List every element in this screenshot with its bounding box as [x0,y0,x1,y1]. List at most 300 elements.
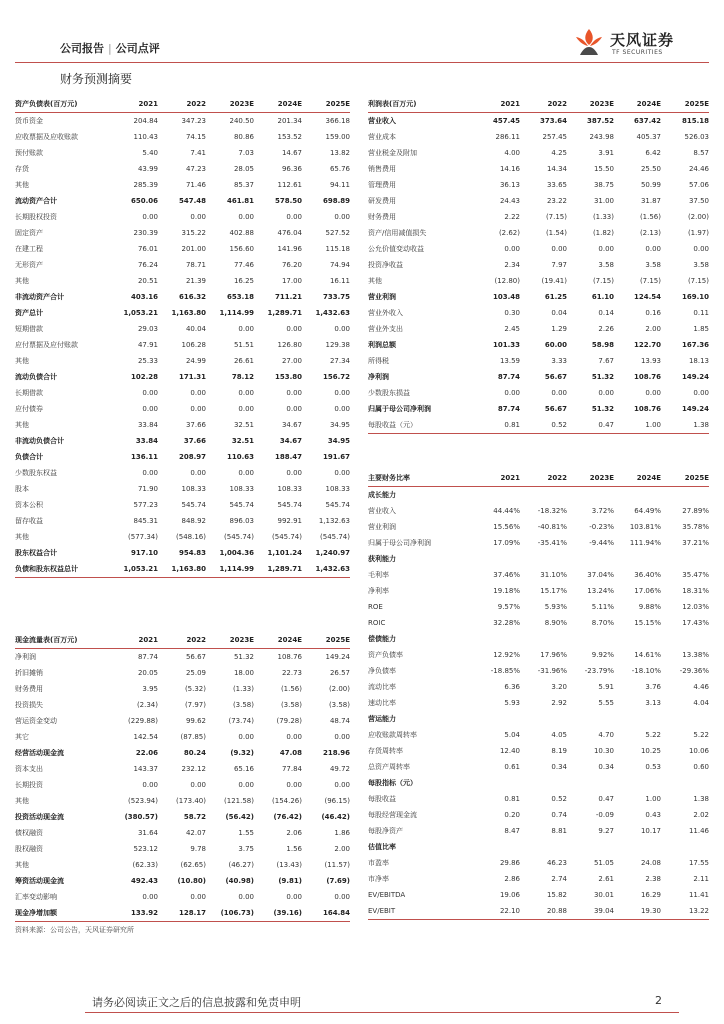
row-value [661,775,709,791]
year-header: 2023E [567,470,614,487]
row-value: 56.67 [544,373,567,381]
row-value: 2.00 [334,845,350,853]
row-value: -23.79% [584,667,614,675]
table-row [15,241,350,257]
row-value: 17.00 [281,277,302,285]
row-value [567,631,614,647]
year-header: 2024E [254,632,302,649]
row-label: 筹资活动现金流 [15,877,64,885]
row-value: 129.38 [325,341,350,349]
table-row [15,449,350,465]
table-row [15,113,350,130]
row-value: 2.92 [551,699,567,707]
row-value: 76.24 [137,261,158,269]
row-value: 112.61 [277,181,302,189]
financial-ratios-table [368,470,709,920]
row-value: 78.71 [185,261,206,269]
row-value: 815.18 [681,117,709,125]
row-value [567,839,614,855]
row-value: 24.43 [499,197,520,205]
row-value: 1.00 [614,417,661,434]
table-row [368,647,709,663]
table-row [368,401,709,417]
row-label: 负债和股东权益总计 [15,561,110,578]
row-value: 15.50 [593,165,614,173]
row-value: 96.36 [281,165,302,173]
row-label: 应付债券 [15,405,43,413]
table-row [15,649,350,666]
row-value: 526.03 [684,133,709,141]
row-value: 1,004.36 [219,549,254,557]
row-value: (3.58) [232,701,254,709]
row-label: 总资产周转率 [368,763,410,771]
table-row [368,567,709,583]
row-value [614,839,661,855]
row-value: 110.63 [226,453,254,461]
row-label: EV/EBITDA [368,891,406,899]
row-value: 545.74 [325,501,350,509]
row-label: 每股收益（元） [368,417,473,434]
row-value: 9.57% [497,603,520,611]
row-value: -0.09 [595,811,614,819]
table-row [15,889,350,905]
row-value: 36.40% [634,571,661,579]
row-label: 资产/信用减值损失 [368,229,427,237]
row-label: 长期投资 [15,781,43,789]
row-value: 8.81 [551,827,567,835]
row-value: 61.25 [544,293,567,301]
row-label: 市净率 [368,875,389,883]
table-row [15,793,350,809]
row-value: 28.05 [233,165,254,173]
logo-mark-icon [572,27,606,59]
row-value: (7.15) [545,213,567,221]
row-value: 0.00 [286,325,302,333]
row-value: (7.97) [184,701,206,709]
row-value: 10.17 [640,827,661,835]
row-value: 111.94% [629,539,661,547]
row-value: 7.41 [190,149,206,157]
row-value: 243.98 [589,133,614,141]
row-value: 3.58 [645,261,661,269]
row-value: 76.20 [281,261,302,269]
row-label: 留存收益 [15,517,43,525]
row-value: 578.50 [274,197,302,205]
row-value: 142.54 [133,733,158,741]
row-value: 26.61 [233,357,254,365]
row-value: 201.00 [181,245,206,253]
row-value: 128.17 [158,905,206,922]
table-row [368,743,709,759]
row-value: (39.16) [254,905,302,922]
row-value: 2.11 [693,875,709,883]
row-value: 1,101.24 [267,549,302,557]
row-label: 资本支出 [15,765,43,773]
row-value: 2.02 [693,811,709,819]
table-row [15,905,350,922]
row-value: 5.22 [693,731,709,739]
table-row [368,129,709,145]
row-value [661,711,709,727]
row-label: 管理费用 [368,181,396,189]
row-value: 13.24% [587,587,614,595]
row-value: 0.00 [645,245,661,253]
row-label: 营业成本 [368,133,396,141]
row-value [473,551,520,567]
row-value: 99.62 [185,717,206,725]
table-row [368,791,709,807]
row-value: 64.49% [634,507,661,515]
row-value: 115.18 [325,245,350,253]
row-value: 0.00 [693,389,709,397]
row-value: (121.58) [224,797,254,805]
report-header [60,40,160,56]
row-value: 106.28 [181,341,206,349]
year-header: 2021 [473,470,520,487]
row-value: 18.00 [233,669,254,677]
row-value: 5.22 [645,731,661,739]
row-value [614,487,661,504]
table-row [15,193,350,209]
table-row [368,695,709,711]
table-row [15,305,350,321]
row-value: 37.66 [183,437,206,445]
row-value: 24.99 [185,357,206,365]
row-value: 3.20 [551,683,567,691]
table-row [368,679,709,695]
row-value: 18.13 [688,357,709,365]
row-value: 51.32 [233,653,254,661]
row-value: 2.86 [504,875,520,883]
row-value: 191.67 [322,453,350,461]
row-value: 103.81% [629,523,661,531]
row-value: 14.16 [499,165,520,173]
row-value: 156.60 [229,245,254,253]
row-label: 营运资金变动 [15,717,57,725]
row-value: 57.06 [688,181,709,189]
row-label: 净利润 [15,653,36,661]
row-value: 18.31% [682,587,709,595]
logo-name: 天风证券 [610,31,675,49]
year-header: 2025E [661,96,709,113]
report-subtype: 公司点评 [115,42,160,55]
table-row [368,583,709,599]
row-label: 每股指标（元） [368,779,417,787]
row-value: 159.00 [325,133,350,141]
row-value: 77.46 [233,261,254,269]
row-value: 545.74 [229,501,254,509]
row-value: -9.44% [589,539,614,547]
row-value: (2.00) [328,685,350,693]
year-header: 2021 [473,96,520,113]
row-value: 0.00 [142,405,158,413]
row-label: 每股收益 [368,795,396,803]
row-value: (545.74) [224,533,254,541]
row-value: 25.09 [185,669,206,677]
row-value: 14.61% [634,651,661,659]
row-label: 营业税金及附加 [368,149,417,157]
row-value: 15.17% [540,587,567,595]
row-value: 1,240.97 [315,549,350,557]
row-label: 净利润 [368,373,389,381]
year-header: 2022 [520,470,567,487]
table-row [368,145,709,161]
row-value [567,711,614,727]
table-row [15,433,350,449]
row-value: 492.43 [130,877,158,885]
row-value: 0.00 [334,389,350,397]
row-value: 61.10 [591,293,614,301]
row-value: 204.84 [133,117,158,125]
row-value: 37.66 [185,421,206,429]
row-value: 2.34 [504,261,520,269]
row-value: 108.76 [633,373,661,381]
balance-sheet-table [15,96,350,578]
row-label: ROIC [368,619,386,627]
row-value: 0.00 [142,893,158,901]
row-label: 其他 [15,421,29,429]
row-value: 5.40 [142,149,158,157]
table-title: 利润表(百万元) [368,96,473,113]
table-row [368,161,709,177]
row-value: 0.00 [238,469,254,477]
table-row [15,777,350,793]
row-value: 133.92 [110,905,158,922]
table-row [368,599,709,615]
row-value: 43.99 [137,165,158,173]
row-value: 136.11 [130,453,158,461]
row-label: 折旧摊销 [15,669,43,677]
row-value: 2.74 [551,875,567,883]
table-row [368,551,709,567]
row-value: (1.33) [592,213,614,221]
row-value: 19.18% [493,587,520,595]
row-value: (1.82) [592,229,614,237]
row-label: 负债合计 [15,453,43,461]
row-label: 少数股东损益 [368,389,410,397]
row-value: 25.50 [640,165,661,173]
row-value: 78.12 [231,373,254,381]
row-value: 80.86 [233,133,254,141]
row-label: 存货 [15,165,29,173]
row-value: (1.54) [545,229,567,237]
row-value: 103.48 [492,293,520,301]
row-value: 366.18 [325,117,350,125]
row-value: 8.70% [591,619,614,627]
row-value: 7.97 [551,261,567,269]
row-value: 0.00 [238,781,254,789]
cash-flow-table [15,632,350,922]
row-value: 4.04 [693,699,709,707]
row-value: 1.85 [693,325,709,333]
row-value: 0.00 [190,213,206,221]
row-value: 22.10 [473,903,520,920]
row-label: 预付账款 [15,149,43,157]
row-value: (380.57) [124,813,158,821]
row-label: 应付票据及应付账款 [15,341,78,349]
table-row [15,145,350,161]
row-value: 108.33 [229,485,254,493]
row-label: 资产负债率 [368,651,403,659]
row-value: 87.74 [497,405,520,413]
row-value: (7.15) [687,277,709,285]
row-value: 26.57 [329,669,350,677]
row-label: 其他 [15,533,29,541]
row-value: 33.84 [137,421,158,429]
row-value: 94.11 [329,181,350,189]
table-row [15,561,350,578]
row-value: 27.34 [329,357,350,365]
report-type: 公司报告 [60,42,104,55]
year-header: 2022 [158,632,206,649]
row-value: 0.34 [551,763,567,771]
row-value: 101.33 [492,341,520,349]
year-header: 2022 [158,96,206,113]
table-row [15,697,350,713]
row-label: 净利率 [368,587,389,595]
row-value [520,487,567,504]
row-value: 547.48 [178,197,206,205]
row-value: 896.03 [229,517,254,525]
page-title: 财务预测摘要 [60,72,133,86]
row-value: 164.84 [302,905,350,922]
table-title: 现金流量表(百万元) [15,632,110,649]
row-value: 0.00 [334,405,350,413]
row-value: 4.25 [551,149,567,157]
row-value: (62.33) [132,861,158,869]
row-value: 0.60 [693,763,709,771]
row-value: 7.67 [598,357,614,365]
row-value [520,839,567,855]
income-statement-table [368,96,709,434]
row-value: (40.98) [225,877,254,885]
row-value: 1,163.80 [171,309,206,317]
row-value: 122.70 [633,341,661,349]
row-value: 15.56% [493,523,520,531]
row-label: 营业外支出 [368,325,403,333]
row-value: 188.47 [274,453,302,461]
row-value: 4.70 [598,731,614,739]
row-value [567,551,614,567]
row-value: 60.00 [544,341,567,349]
table-row [15,513,350,529]
row-value: (1.56) [280,685,302,693]
row-label: 长期借款 [15,389,43,397]
row-value: 208.97 [178,453,206,461]
table-row [368,193,709,209]
table-row [368,177,709,193]
table-row [368,823,709,839]
row-value: 476.04 [277,229,302,237]
table-row [368,519,709,535]
row-label: 资产总计 [15,309,43,317]
row-value: (2.00) [687,213,709,221]
row-value: 37.46% [493,571,520,579]
row-value: 0.00 [504,389,520,397]
row-value: 0.11 [693,309,709,317]
row-value: 218.96 [322,749,350,757]
year-header: 2024E [614,96,661,113]
row-value: 27.89% [682,507,709,515]
row-label: 股权融资 [15,845,43,853]
row-label: 毛利率 [368,571,389,579]
row-value: 153.52 [277,133,302,141]
row-value: -18.10% [631,667,661,675]
row-value: (96.15) [324,797,350,805]
row-value: 87.74 [137,653,158,661]
row-value: 1,114.99 [219,309,254,317]
year-header: 2023E [206,632,254,649]
row-label: 股本 [15,485,29,493]
row-value: 33.65 [546,181,567,189]
row-label: 资本公积 [15,501,43,509]
row-value: 3.13 [645,699,661,707]
row-value: 0.00 [238,389,254,397]
table-row [368,321,709,337]
row-value: (2.13) [639,229,661,237]
row-value [473,711,520,727]
row-value [661,551,709,567]
row-value: 149.24 [681,405,709,413]
table-row [15,257,350,273]
row-value: 0.00 [334,893,350,901]
row-value: 9.88% [638,603,661,611]
row-value: (523.94) [128,797,158,805]
row-value: 16.25 [233,277,254,285]
row-value: 0.14 [598,309,614,317]
row-value: 1,053.21 [110,561,158,578]
table-row [15,129,350,145]
table-row [15,209,350,225]
row-value: 653.18 [226,293,254,301]
row-value [473,631,520,647]
row-value: -18.32% [537,507,567,515]
row-value: 0.00 [286,469,302,477]
row-value: 32.28% [493,619,520,627]
row-value: 47.91 [137,341,158,349]
row-value: 3.95 [142,685,158,693]
row-value: 74.94 [329,261,350,269]
row-value: 3.76 [645,683,661,691]
row-value: 50.99 [640,181,661,189]
row-value: 48.74 [329,717,350,725]
row-value: 25.33 [137,357,158,365]
row-value: 0.47 [598,795,614,803]
row-value: 167.36 [681,341,709,349]
row-value: 102.28 [130,373,158,381]
row-value: (106.73) [206,905,254,922]
row-value: 22.06 [135,749,158,757]
row-value: 51.32 [591,373,614,381]
row-value: 20.51 [137,277,158,285]
row-value: (548.16) [176,533,206,541]
row-value: 5.93% [544,603,567,611]
row-value: (545.74) [320,533,350,541]
row-value: 32.51 [233,421,254,429]
row-value: 108.76 [277,653,302,661]
row-value: (46.42) [321,813,350,821]
row-value: 8.19 [551,747,567,755]
row-value: 0.00 [551,389,567,397]
table-row [15,273,350,289]
row-value: 0.00 [238,893,254,901]
row-value: 11.46 [688,827,709,835]
table-row [368,369,709,385]
row-value: (3.58) [280,701,302,709]
row-value: 0.00 [645,389,661,397]
row-label: 投资损失 [15,701,43,709]
row-value: 13.93 [640,357,661,365]
